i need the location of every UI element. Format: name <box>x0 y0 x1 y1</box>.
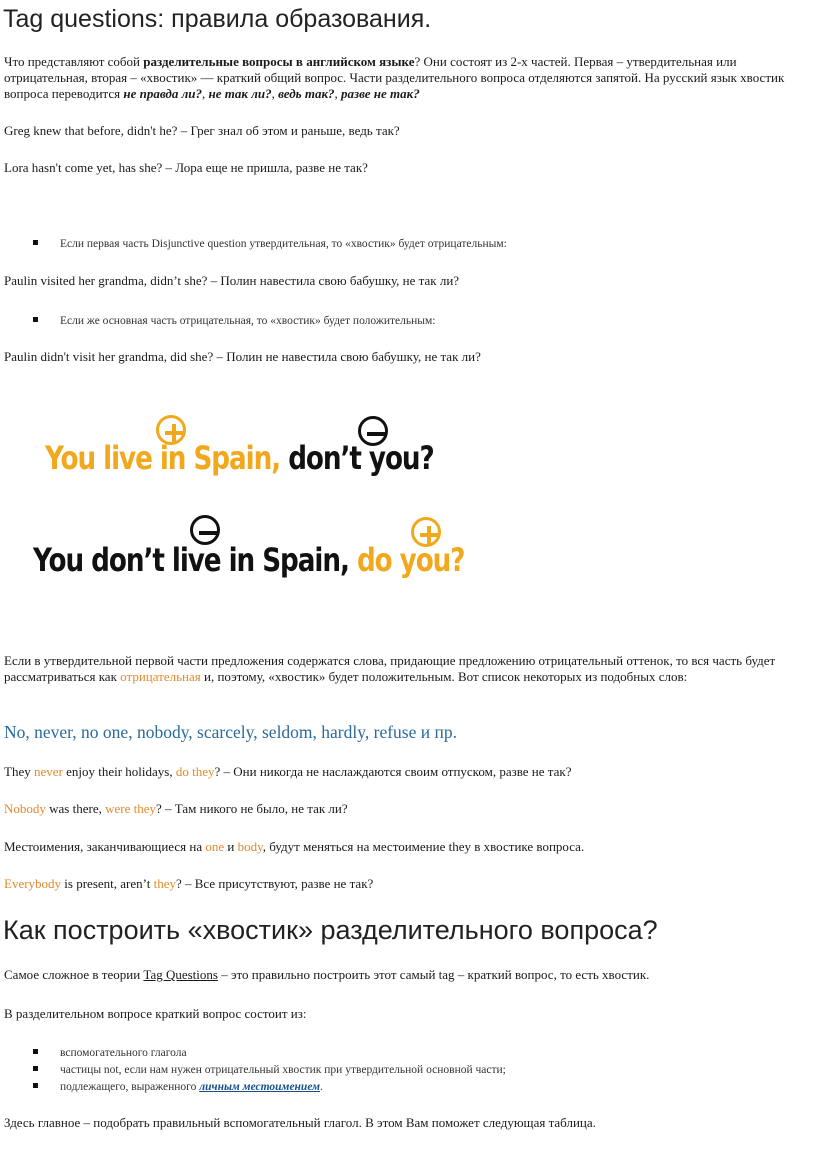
bullet-text-2: Если же основная часть отрицательная, то «хвостик» будет положительным: <box>60 315 436 327</box>
list-item-subject: подлежащего, выраженного личным местоимением. <box>60 1081 323 1093</box>
example-6: Nobody was there, were they? – Там никого не было, не так ли? <box>4 801 348 816</box>
personal-pronoun-link[interactable]: личным местоимением <box>199 1081 321 1093</box>
section-heading: Как построить «хвостик» разделительного вопроса? <box>3 915 658 945</box>
example-1: Greg knew that before, didn't he? – Грег знал об этом и раньше, ведь так? <box>4 123 400 138</box>
paragraph-structure: В разделительном вопросе краткий вопрос состоит из: <box>4 1006 307 1021</box>
list-item-not: частицы not, если нам нужен отрицательный хвостик при утвердительной основной части; <box>60 1064 506 1076</box>
paragraph-table-intro: Здесь главное – подобрать правильный вспомогательный глагол. В этом Вам поможет следующая таблица. <box>4 1115 596 1130</box>
bullet-square-icon <box>33 1049 38 1054</box>
bullet-text-1: Если первая часть Disjunctive question утвердительная, то «хвостик» будет отрицательным: <box>60 238 507 250</box>
example-3: Paulin visited her grandma, didn’t she? – Полин навестила свою бабушку, не так ли? <box>4 273 460 288</box>
list-item-auxiliary: вспомогательного глагола <box>60 1047 187 1059</box>
bullet-square-icon <box>33 1066 38 1071</box>
image-line2-tag: do you? <box>356 541 465 579</box>
bullet-square-icon <box>33 1083 38 1088</box>
tag-question-illustration <box>30 410 500 600</box>
example-2: Lora hasn't come yet, has she? – Лора еще не пришла, разве не так? <box>4 160 368 175</box>
image-line1-affirmative: You live in Spain, <box>45 439 281 477</box>
image-line2-negative: You don’t live in Spain, <box>33 541 349 579</box>
negative-words-list: No, never, no one, nobody, scarcely, seldom, hardly, refuse и пр. <box>4 722 457 742</box>
example-8: Everybody is present, aren’t they? – Все присутствуют, разве не так? <box>4 876 374 891</box>
term-bold: разделительные вопросы в английском языке <box>143 54 415 69</box>
example-4: Paulin didn't visit her grandma, did she? – Полин не навестила свою бабушку, не так ли? <box>4 349 481 364</box>
image-line1-tag: don’t you? <box>288 439 434 477</box>
bullet-square-icon <box>33 240 38 245</box>
page-title: Tag questions: правила образования. <box>3 5 432 33</box>
pronoun-rule: Местоимения, заканчивающиеся на one и body, будут меняться на местоимение they в хвостике вопроса. <box>4 839 585 854</box>
paragraph-negative-words: Если в утвердительной первой части предложения содержатся слова, придающие предложению отрицательный оттенок, то вся часть будет рассматриваться как отрицательная и, поэтому, «хвостик» будет положительным. Вот список некоторых из подобных слов: <box>4 653 776 684</box>
example-5: They never enjoy their holidays, do they? – Они никогда не наслаждаются своим отпуском, разве не так? <box>4 764 572 779</box>
tag-questions-link[interactable]: Tag Questions <box>143 967 218 982</box>
bullet-square-icon <box>33 317 38 322</box>
intro-paragraph: Что представляют собой разделительные вопросы в английском языке? Они состоят из 2-х частей. Первая – утвердительная или отрицательная, вторая – «хвостик» — краткий общий вопрос. Части разделительного вопроса отделяются запятой. На русский язык хвостик вопроса переводится не правда ли?, не так ли?, ведь так?, разве не так? <box>4 54 785 101</box>
paragraph-theory: Самое сложное в теории Tag Questions – это правильно построить этот самый tag – краткий вопрос, то есть хвостик. <box>4 967 650 982</box>
